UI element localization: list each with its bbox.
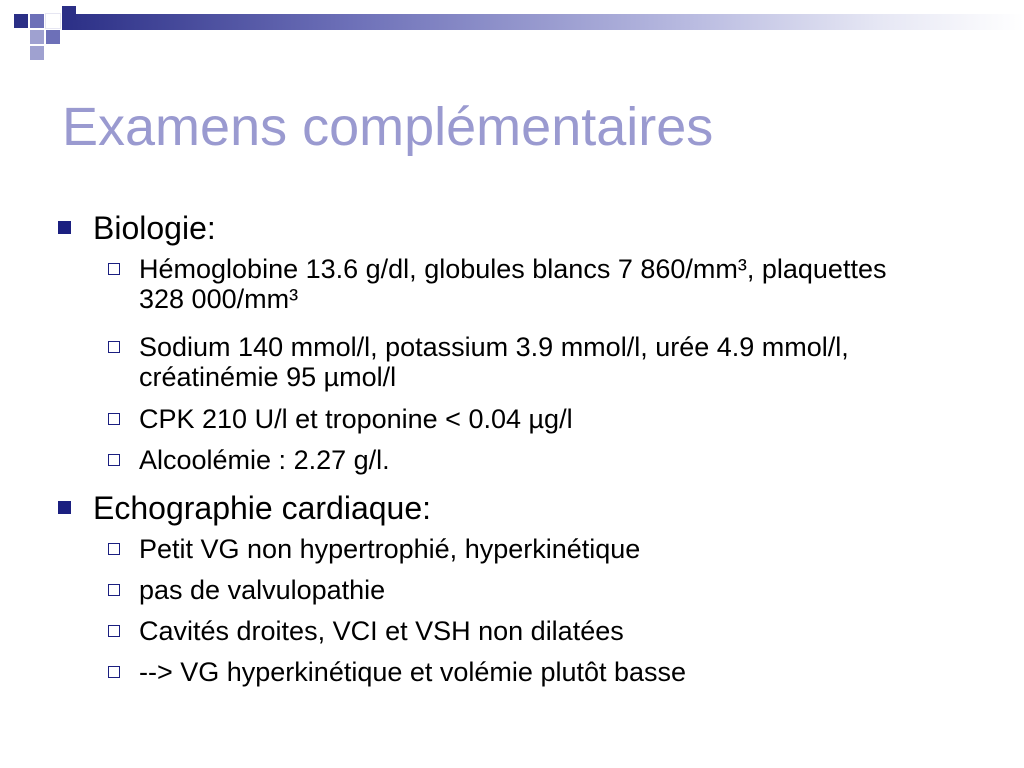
list-item-text: Alcoolémie : 2.27 g/l.	[139, 445, 390, 475]
decor-square	[30, 30, 44, 44]
list-item	[108, 404, 928, 434]
list-item	[108, 616, 928, 646]
hollow-square-bullet-icon	[108, 625, 120, 637]
section-heading-echographie	[58, 490, 431, 526]
list-item	[108, 657, 928, 687]
list-item-text: Hémoglobine 13.6 g/dl, globules blancs 7 860/mm³, plaquettes 328 000/mm³	[139, 254, 887, 314]
list-item	[108, 445, 928, 475]
list-item	[108, 332, 928, 392]
decor-square	[46, 14, 60, 28]
decor-square	[46, 30, 60, 44]
list-item	[108, 534, 928, 564]
list-item-text: --> VG hyperkinétique et volémie plutôt basse	[139, 657, 687, 687]
list-item-text: Sodium 140 mmol/l, potassium 3.9 mmol/l, urée 4.9 mmol/l, créatinémie 95 µmol/l	[139, 332, 849, 392]
square-bullet-icon	[58, 221, 71, 234]
decor-square	[30, 14, 44, 28]
list-item-text: Cavités droites, VCI et VSH non dilatées	[139, 616, 624, 646]
list-item-text: pas de valvulopathie	[139, 575, 386, 605]
hollow-square-bullet-icon	[108, 543, 120, 555]
decor-square	[62, 6, 76, 20]
section-heading-biologie	[58, 210, 216, 246]
decor-square	[30, 46, 44, 60]
hollow-square-bullet-icon	[108, 666, 120, 678]
header-gradient-bar	[62, 14, 1024, 30]
section-heading-text: Biologie:	[93, 210, 216, 246]
list-item	[108, 575, 928, 605]
hollow-square-bullet-icon	[108, 584, 120, 596]
hollow-square-bullet-icon	[108, 263, 120, 275]
list-item-text: Petit VG non hypertrophié, hyperkinétique	[139, 534, 641, 564]
square-bullet-icon	[58, 501, 71, 514]
hollow-square-bullet-icon	[108, 341, 120, 353]
list-item	[108, 254, 928, 314]
list-item-text: CPK 210 U/l et troponine < 0.04 µg/l	[139, 404, 573, 434]
decor-square	[14, 14, 28, 28]
hollow-square-bullet-icon	[108, 454, 120, 466]
decor-square	[14, 30, 28, 44]
slide-title: Examens complémentaires	[62, 97, 714, 157]
section-heading-text: Echographie cardiaque:	[93, 490, 432, 526]
hollow-square-bullet-icon	[108, 413, 120, 425]
